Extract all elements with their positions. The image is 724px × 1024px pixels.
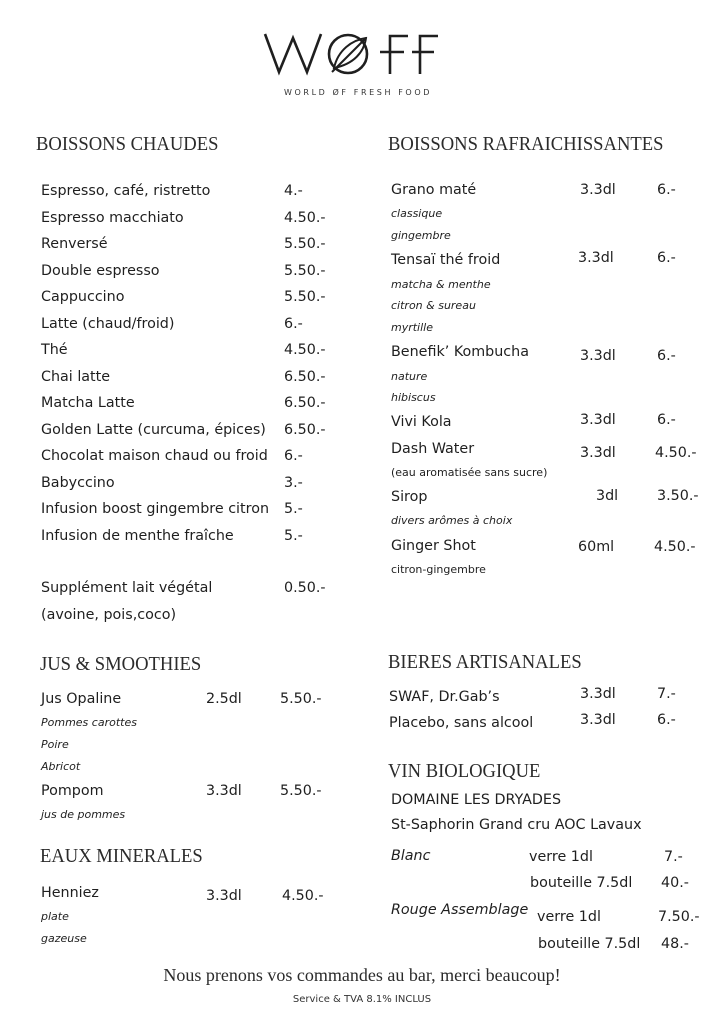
menu-item-size: 3dl (596, 488, 619, 504)
section-title-cold: BOISSONS RAFRAICHISSANTES (388, 133, 664, 155)
menu-item-name: Jus Opaline (41, 691, 122, 707)
wine-glass: verre 1dl (529, 849, 593, 865)
menu-item-name: Sirop (391, 489, 428, 505)
menu-item-variant: classique (391, 207, 443, 220)
menu-item-price: 4.50.- (284, 342, 326, 358)
wine-glass-price: 7.50.- (658, 909, 700, 925)
menu-item-name: Chocolat maison chaud ou froid (41, 448, 268, 464)
menu-item-size: 3.3dl (206, 888, 242, 904)
footer-message: Nous prenons vos commandes au bar, merci beaucoup! (163, 965, 561, 985)
menu-item-variant: citron-gingembre (391, 563, 486, 576)
menu-item-price: 5.50.- (284, 236, 326, 252)
menu-item-price: 5.50.- (280, 691, 322, 707)
menu-item-size: 60ml (578, 539, 615, 555)
menu-item-price: 6.- (657, 182, 676, 198)
menu-item-name: SWAF, Dr.Gab’s (389, 689, 500, 705)
menu-item-price: 6.- (657, 412, 676, 428)
menu-item-name: Espresso macchiato (41, 210, 184, 226)
menu-item-price: 6.50.- (284, 422, 326, 438)
menu-item-variant: myrtille (391, 321, 433, 334)
menu-item-variant: matcha & menthe (391, 278, 491, 291)
menu-item-variant: plate (41, 910, 69, 923)
menu-item-price: 4.50.- (282, 888, 324, 904)
menu-item-variant: gazeuse (41, 932, 87, 945)
menu-item-price: 5.- (284, 528, 303, 544)
menu-item-variant: divers arômes à choix (391, 514, 513, 527)
menu-item-name: Espresso, café, ristretto (41, 183, 211, 199)
menu-item-variant: hibiscus (391, 391, 436, 404)
menu-item-variant: citron & sureau (391, 299, 476, 312)
menu-item-size: 3.3dl (206, 783, 242, 799)
menu-item-price: 6.- (657, 712, 676, 728)
menu-item-name: Tensaï thé froid (391, 252, 501, 268)
brand-logo (262, 28, 440, 78)
menu-item-variant: Pommes carottes (41, 716, 137, 729)
menu-item-size: 2.5dl (206, 691, 242, 707)
menu-item-variant: Poire (41, 738, 69, 751)
menu-item-price: 3.- (284, 475, 303, 491)
menu-item-size: 3.3dl (580, 412, 616, 428)
wine-bottle-price: 40.- (661, 875, 689, 891)
menu-item-price: 6.- (284, 448, 303, 464)
menu-item-name: Henniez (41, 885, 99, 901)
wine-appellation: St-Saphorin Grand cru AOC Lavaux (391, 817, 642, 833)
menu-item-price: 5.50.- (284, 263, 326, 279)
menu-item-name: Latte (chaud/froid) (41, 316, 175, 332)
section-title-beer: BIERES ARTISANALES (388, 651, 582, 673)
menu-item-variant: (eau aromatisée sans sucre) (391, 466, 548, 479)
section-title-water: EAUX MINERALES (40, 845, 203, 867)
wine-glass: verre 1dl (537, 909, 601, 925)
menu-item-name: Benefik’ Kombucha (391, 344, 529, 360)
leaf-icon (329, 35, 367, 73)
wine-type: Rouge Assemblage (391, 902, 529, 918)
menu-item-name: Pompom (41, 783, 104, 799)
menu-item-price: 6.- (284, 316, 303, 332)
menu-item-price: 6.50.- (284, 395, 326, 411)
menu-item-name: Infusion boost gingembre citron (41, 501, 270, 517)
menu-item-price: 5.- (284, 501, 303, 517)
wine-domain: DOMAINE LES DRYADES (391, 792, 562, 808)
menu-item-price: 5.50.- (280, 783, 322, 799)
menu-item-name: Chai latte (41, 369, 111, 385)
menu-item-name: Ginger Shot (391, 538, 476, 554)
menu-item-name: Babyccino (41, 475, 115, 491)
supplement-options: (avoine, pois,coco) (41, 607, 177, 623)
section-title-hot: BOISSONS CHAUDES (36, 133, 219, 155)
menu-item-name: Double espresso (41, 263, 160, 279)
section-title-juice: JUS & SMOOTHIES (40, 653, 202, 675)
menu-item-name: Renversé (41, 236, 108, 252)
menu-item-name: Infusion de menthe fraîche (41, 528, 234, 544)
footer-service-note: Service & TVA 8.1% INCLUS (292, 994, 432, 1005)
menu-item-variant: Abricot (41, 760, 81, 773)
wine-bottle-price: 48.- (661, 936, 689, 952)
wine-bottle: bouteille 7.5dl (538, 936, 641, 952)
menu-item-name: Cappuccino (41, 289, 125, 305)
menu-item-name: Grano maté (391, 182, 477, 198)
menu-item-name: Dash Water (391, 441, 475, 457)
menu-item-variant: jus de pommes (41, 808, 126, 821)
menu-item-variant: gingembre (391, 229, 451, 242)
menu-item-variant: nature (391, 370, 428, 383)
menu-item-price: 6.- (657, 348, 676, 364)
menu-item-size: 3.3dl (580, 445, 616, 461)
menu-item-size: 3.3dl (580, 182, 616, 198)
menu-item-size: 3.3dl (580, 712, 616, 728)
menu-item-price: 6.50.- (284, 369, 326, 385)
supplement-price: 0.50.- (284, 580, 326, 596)
wine-type: Blanc (391, 848, 431, 864)
menu-item-price: 4.50.- (655, 445, 697, 461)
menu-item-size: 3.3dl (580, 686, 616, 702)
menu-item-name: Golden Latte (curcuma, épices) (41, 422, 266, 438)
menu-item-price: 3.50.- (657, 488, 699, 504)
brand-tagline: WORLD ØF FRESH FOOD (284, 88, 432, 97)
menu-item-name: Placebo, sans alcool (389, 715, 534, 731)
section-title-wine: VIN BIOLOGIQUE (388, 760, 541, 782)
menu-item-size: 3.3dl (578, 250, 614, 266)
menu-item-price: 4.50.- (654, 539, 696, 555)
menu-item-name: Thé (41, 342, 68, 358)
supplement-name: Supplément lait végétal (41, 580, 213, 596)
wine-glass-price: 7.- (664, 849, 683, 865)
menu-item-name: Matcha Latte (41, 395, 135, 411)
menu-item-size: 3.3dl (580, 348, 616, 364)
wine-bottle: bouteille 7.5dl (530, 875, 633, 891)
menu-item-price: 4.- (284, 183, 303, 199)
menu-item-price: 5.50.- (284, 289, 326, 305)
menu-item-price: 4.50.- (284, 210, 326, 226)
menu-item-name: Vivi Kola (391, 414, 452, 430)
menu-item-price: 6.- (657, 250, 676, 266)
menu-item-price: 7.- (657, 686, 676, 702)
